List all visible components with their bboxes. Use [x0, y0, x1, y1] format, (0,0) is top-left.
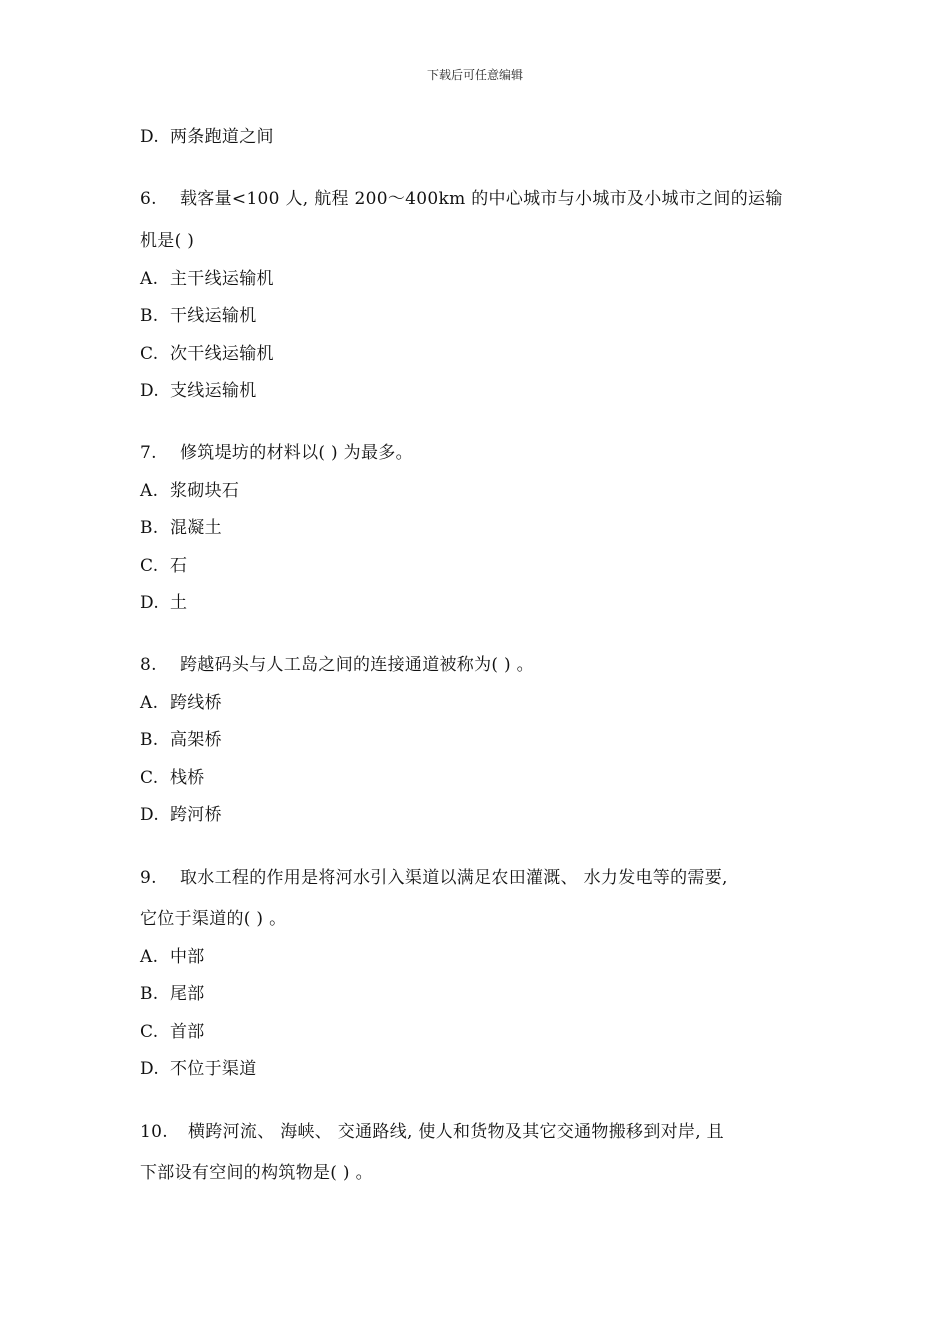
- question-9-option-b: B. 尾部: [140, 984, 205, 1004]
- question-number: 7.: [140, 443, 157, 463]
- question-6-option-a: A. 主干线运输机: [140, 269, 274, 289]
- question-7-option-a: A. 浆砌块石: [140, 481, 240, 501]
- question-number: 8.: [140, 655, 157, 675]
- question-6-stem-line-1: 6. 载客量<100 人, 航程 200～400km 的中心城市与小城市及小城市之间的运输: [140, 189, 783, 209]
- question-6-option-c: C. 次干线运输机: [140, 344, 274, 364]
- question-10-stem-line-1: 10. 横跨河流、 海峡、 交通路线, 使人和货物及其它交通物搬移到对岸, 且: [140, 1122, 724, 1142]
- question-9-stem-line-1: 9. 取水工程的作用是将河水引入渠道以满足农田灌溉、 水力发电等的需要,: [140, 868, 728, 888]
- page-header: 下载后可任意编辑: [426, 68, 523, 82]
- question-7-option-d: D. 土: [140, 593, 188, 613]
- question-9-option-c: C. 首部: [140, 1022, 205, 1042]
- question-8-option-b: B. 高架桥: [140, 730, 222, 750]
- question-6-option-b: B. 干线运输机: [140, 306, 257, 326]
- question-8-option-d: D. 跨河桥: [140, 805, 222, 825]
- question-7-option-b: B. 混凝土: [140, 518, 222, 538]
- question-7-option-c: C. 石: [140, 556, 188, 576]
- question-8-option-a: A. 跨线桥: [140, 693, 222, 713]
- question-number: 10.: [140, 1122, 168, 1142]
- question-9-stem-line-2: 它位于渠道的( ) 。: [140, 909, 287, 929]
- question-8-stem-line-1: 8. 跨越码头与人工岛之间的连接通道被称为( ) 。: [140, 655, 534, 675]
- question-6-stem-line-2: 机是( ): [140, 231, 195, 251]
- question-number: 6.: [140, 189, 157, 209]
- question-number: 9.: [140, 868, 157, 888]
- question-7-stem-line-1: 7. 修筑堤坊的材料以( ) 为最多。: [140, 443, 413, 463]
- prev-option-d: D. 两条跑道之间: [140, 127, 274, 147]
- question-10-stem-line-2: 下部设有空间的构筑物是( ) 。: [140, 1163, 373, 1183]
- question-8-option-c: C. 栈桥: [140, 768, 205, 788]
- question-9-option-d: D. 不位于渠道: [140, 1059, 257, 1079]
- question-9-option-a: A. 中部: [140, 947, 205, 967]
- question-6-option-d: D. 支线运输机: [140, 381, 257, 401]
